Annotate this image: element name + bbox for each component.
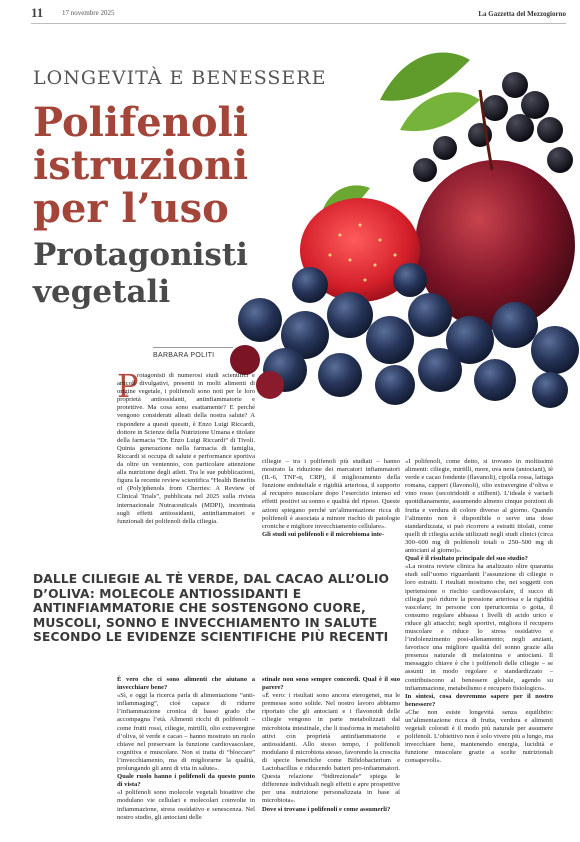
paragraph: «È vero: i risultati sono ancora eterogenei, ma le premesse sono solide. Nel nostro lavoro abbiamo riportato che gli antociani e i flavonoidi delle ciliegie vengono in parte metabolizzati dal microbiota intestinale, che li trasforma in metaboliti attivi con proprietà antinfiammatorie e antiossidanti. Allo stesso tempo, i polifenoli modulano il microbiota stesso, favorendo la crescita di specie benefiche come Bifidobacterium e Lactobacillus e riducendo batteri pro-infiammatori. Questa relazione “bidirezionale” spiega le differenze individuali negli effetti e apre prospettive per una nutrizione personalizzata in base al microbiota». — [262, 692, 400, 805]
question: Gli studi sui polifenoli e il microbioma inte- — [262, 530, 385, 538]
question: In sintesi, cosa dovremmo sapere per il nostro benessere? — [405, 692, 553, 708]
question: Qual è il risultato principale del suo studio? — [405, 555, 528, 563]
intro-paragraph — [117, 367, 255, 526]
publication-name: La Gazzetta del Mezzogiorno — [478, 10, 566, 18]
deck-summary: DALLE CILIEGIE AL TÈ VERDE, DAL CACAO ALL’OLIO D’OLIVA: MOLECOLE ANTIOSSIDANTI E ANTINFIAMMATORIE CHE SOSTENGONO CUORE, MUSCOLI, SONNO E INVECCHIAMENTO IN SALUTE SECONDO LE EVIDENZE SCIENTIFICHE PIÙ RECENTI — [33, 572, 390, 644]
issue-date: 17 novembre 2025 — [62, 9, 115, 17]
byline: BARBARA POLITI — [153, 352, 215, 359]
subheadline: Protagonisti vegetali — [33, 237, 248, 310]
section-label: LONGEVITÀ E BENESSERE — [33, 67, 327, 89]
paragraph: «Sì, e oggi la ricerca parla di alimentazione “anti-inflammaging”, cioè capace di ridurre l’infiammazione cronica di basso grado che accompagna l’età. Alimenti ricchi di polifenoli – come frutti rossi, ciliegie, mirtilli, olio extravergine d’oliva, tè verde e cacao – hanno mostrato un ruolo chiave nel preservare la funzione cardiovascolare, cognitiva e muscolare. Non si tratta di “bloccare” l’invecchiamento, ma di migliorarne la qualità, prolungando gli anni di vita in salute». — [117, 692, 255, 773]
question: stinale non sono sempre concordi. Qual è il suo parere? — [262, 676, 400, 692]
question: Quale ruolo hanno i polifenoli da questo punto di vista? — [117, 773, 255, 789]
byline-rule — [153, 347, 233, 348]
column-bottom-mid — [262, 676, 400, 814]
paragraph: «Che non esiste longevità senza equilibrio: un’alimentazione ricca di frutta, verdura e alimenti vegetali colorati è il modo più naturale per assumere polifenoli. L’obiettivo non è solo vivere più a lungo, ma invecchiare bene, mantenendo energia, lucidità e funzione muscolare grazie a scelte nutrizionali consapevoli». — [405, 708, 553, 765]
paragraph: «I polifenoli, come detto, si trovano in moltissimi alimenti: ciliegie, mirtilli, more, uva nera (antociani), tè verde e cacao fondente (flavanoli), cipolla rossa, lattuga romana, capperi (flavonoli), olio extravergine d’oliva e vino rosso (secoiridoidi e stilbeni). L’ideale è variarli quotidianamente, assumendo almeno cinque porzioni di frutta e verdura di colore diverso al giorno. Quando l’alimento non è disponibile o serve una dose standardizzata, si può ricorrere a estratti titolati, come quelli di ciliegia acida utilizzati negli studi clinici (circa 300–600 mg di polifenoli totali o 250–500 mg di antociani al giorno)». — [405, 458, 553, 555]
column-mid-top — [262, 458, 400, 539]
question: È vero che ci sono alimenti che aiutano a invecchiare bene? — [117, 676, 255, 692]
paragraph: ciliegie – tra i polifenoli più studiati – hanno mostrato la riduzione dei marcatori infiammatori (IL-6, TNF-α, CRP), il miglioramento della funzione endoteliale e rigidità arteriosa, il supporto al recupero muscolare dopo l’esercizio intenso ed effetti positivi su sonno e qualità del riposo. Queste azioni spiegano perché un’alimentazione ricca di polifenoli è associata a minore rischio di patologie croniche e migliore invecchiamento cellulare». — [262, 458, 400, 530]
intro-text: rotagonisti di numerosi studi scientifici e articoli divulgativi, presenti in molti alimenti di origine vegetale, i polifenoli sono noti per le loro proprietà antiossidanti, antinfiammatorie e protettive. Ma cosa sono esattamente? E perché vengono considerati alleati della nostra salute? A rispondere a questi quesiti, è Enzo Luigi Riccardi, dottore in Scienze della Nutrizione Umana e titolare della farmacia “Dr. Enzo Luigi Riccardi” di Tivoli. Quinta generazione nella farmacia di famiglia, Riccardi si occupa di salute e performance sportiva da oltre un ventennio, con particolare attenzione alla nutrizione degli atleti. Tra le sue pubblicazioni, figura la recente review scientifica “Health Benefits of (Poly)phenols from Cherries: A Review of Clinical Trials”, pubblicata nel 2025 sulla rivista internazionale Nutraceuticals (MDPI), incentrata sugli effetti antiossidanti, antinfiammatori e funzionali dei polifenoli della ciliegia. — [117, 372, 255, 525]
question: Dove si trovano i polifenoli e come assumerli? — [262, 805, 391, 813]
paragraph: «I polifenoli sono molecole vegetali bioattive che modulano vie cellulari e molecolari coinvolte in infiammazione, stress ossidativo e senescenza. Nel nostro studio, gli antociani delle — [117, 789, 255, 821]
page-number: 11 — [31, 5, 44, 20]
column-bottom-left — [117, 676, 255, 822]
dropcap: P — [117, 367, 139, 405]
column-right — [405, 458, 553, 766]
headline: Polifenoli istruzioni per l’uso — [33, 99, 249, 232]
paragraph: «La nostra review clinica ha analizzato oltre quaranta studi sull’uomo riguardanti l’assunzione di ciliegie o loro estratti. I risultati mostrano che, nei soggetti con ipertensione o rischio cardiovascolare, il succo di ciliegia può ridurre la pressione arteriosa e la rigidità vascolare; in persone con iperuricemia o gotta, il consumo regolare abbassa i livelli di acido urico e riduce gli attacchi; negli sportivi, migliora il recupero muscolare e riduce lo stress ossidativo e l’indolenzimento post-allenamento; negli anziani, favorisce una migliore qualità del sonno grazie alla presenza naturale di melatonina e antociani. Il messaggio chiave è che i polifenoli delle ciliegie – se assunti in modo regolare e standardizzato – contribuiscono al benessere globale, agendo su infiammazione, metabolismo e recupero fisiologico». — [405, 563, 553, 692]
header-rule — [31, 23, 566, 24]
